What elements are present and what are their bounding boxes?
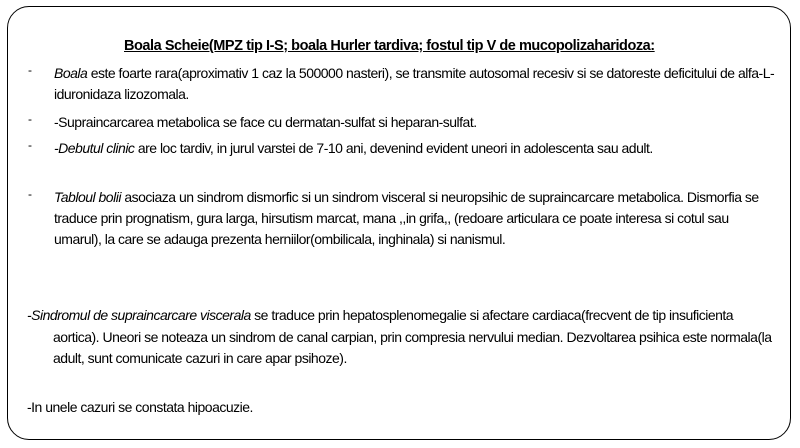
paragraph-text: se traduce prin hepatosplenomegalie si afectare cardiaca(frecvent de tip insuficienta aortica). Uneori se noteaza un sindrom de canal carpian, prin compresia nervului median. Dezvoltarea psihica este normala(la adult, sunt comunicate cazuri in care apar psihoze). [53,307,772,366]
list-item [28,63,778,105]
paragraph-lead: -Sindromul de supraincarcare viscerala [27,307,251,323]
paragraph [27,397,779,419]
item-text: are loc tardiv, in jurul varstei de 7-10 ani, devenind evident uneori in adolescenta sau adult. [134,140,653,156]
paragraph-text: -In unele cazuri se constata hipoacuzie. [27,399,253,415]
bullet-marker: - [28,112,32,126]
bullet-marker: - [28,63,32,77]
bullet-marker: - [28,138,32,152]
item-text: asociaza un sindrom dismorfic si un sindrom visceral si neuropsihic de supraincarcare metabolica. Dismorfia se traduce prin prognatism, gura larga, hirsutism marcat, mana ,,in grifa,, (redoare articulara ce poate interesa si cotul sau umarul), la care se adauga prezenta herniilor(ombilicala, inghinala) si nanismul. [54,189,759,247]
list-item [28,187,778,250]
item-lead: -Debutul clinic [54,140,135,156]
item-lead: Boala [54,65,88,81]
list-item [28,138,778,159]
list-item [28,112,778,133]
item-text: este foarte rara(aproximativ 1 caz la 500000 nasteri), se transmite autosomal recesiv si se datoreste deficitului de alfa-L-iduronidaza lizozomala. [54,65,775,102]
item-text: -Supraincarcarea metabolica se face cu dermatan-sulfat si heparan-sulfat. [54,114,477,130]
paragraph [27,305,779,370]
item-lead: Tabloul bolii [54,189,121,205]
bullet-marker: - [28,187,32,201]
slide-title: Boala Scheie(MPZ tip I-S; boala Hurler tardiva; fostul tip V de mucopolizaharidoza: [124,38,655,54]
